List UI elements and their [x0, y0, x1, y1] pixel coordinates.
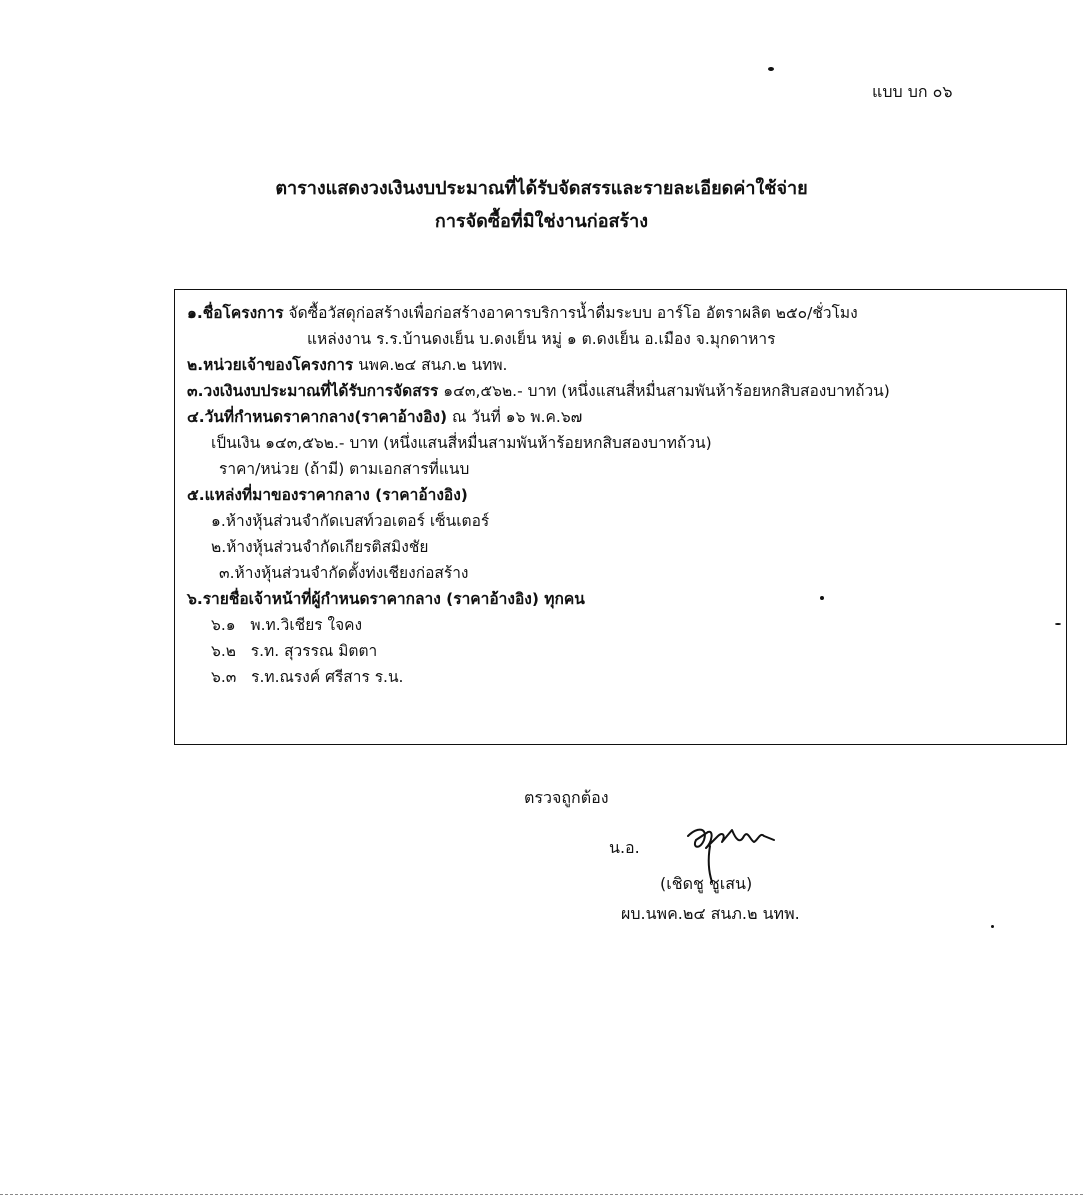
source-item: ๑.ห้างหุ้นส่วนจำกัดเบสท์วอเตอร์ เซ็นเตอร์: [211, 512, 490, 530]
source-item: ๓.ห้างหุ้นส่วนจำกัดตั้งท่งเชียงก่อสร้าง: [219, 564, 469, 582]
title-line-2: การจัดซื้อที่มิใช่งานก่อสร้าง: [434, 211, 649, 232]
project-details-box: [174, 289, 1067, 745]
officer-row: [211, 664, 403, 689]
officer-number: ๖.๓: [211, 668, 237, 686]
item-4-text: ณ วันที่ ๑๖ พ.ค.๖๗: [452, 408, 583, 426]
item-3: [187, 378, 890, 403]
item-1: [187, 300, 858, 325]
signer-name: (เชิดชู ชูเสน): [660, 874, 753, 893]
page-title: [0, 172, 1083, 238]
item-6-label: ๖.รายชื่อเจ้าหน้าที่ผู้กำหนดราคากลาง (ราคาอ้างอิง) ทุกคน: [187, 590, 585, 608]
officer-row: [211, 612, 362, 637]
officer-name: ร.ท.ณรงค์ ศรีสาร ร.น.: [251, 668, 404, 686]
verification-label: ตรวจถูกต้อง: [524, 788, 609, 807]
signer-rank: น.อ.: [609, 838, 640, 857]
officer-name: ร.ท. สุวรรณ มิตตา: [250, 642, 378, 660]
item-3-text: ๑๔๓,๕๖๒.- บาท (หนึ่งแสนสี่หมื่นสามพันห้าร้อยหกสิบสองบาทถ้วน): [443, 382, 890, 400]
scan-speck: [768, 67, 774, 71]
item-4: [187, 404, 582, 429]
officer-name: พ.ท.วิเชียร ใจคง: [250, 616, 363, 634]
item-1-location: แหล่งงาน ร.ร.บ้านดงเย็น บ.ดงเย็น หมู่ ๑ ต.ดงเย็น อ.เมือง จ.มุกดาหาร: [307, 330, 776, 348]
item-4-label: ๔.วันที่กำหนดราคากลาง(ราคาอ้างอิง): [187, 408, 448, 426]
item-3-label: ๓.วงเงินงบประมาณที่ได้รับการจัดสรร: [187, 382, 439, 400]
scan-speck: [1055, 623, 1061, 625]
item-1-text: จัดซื้อวัสดุก่อสร้างเพื่อก่อสร้างอาคารบริการน้ำดื่มระบบ อาร์โอ อัตราผลิต ๒๕๐/ชั่วโมง: [288, 304, 858, 322]
item-5-label: ๕.แหล่งที่มาของราคากลาง (ราคาอ้างอิง): [187, 486, 468, 504]
title-line-1: ตารางแสดงวงเงินงบประมาณที่ได้รับจัดสรรและรายละเอียดค่าใช้จ่าย: [275, 178, 808, 199]
item-4-unit-price: ราคา/หน่วย (ถ้ามี) ตามเอกสารที่แนบ: [219, 460, 470, 478]
scan-edge-line: [0, 1194, 1083, 1195]
item-2-label: ๒.หน่วยเจ้าของโครงการ: [187, 356, 354, 374]
officer-row: [211, 638, 377, 663]
source-item: ๒.ห้างหุ้นส่วนจำกัดเกียรติสมิงชัย: [211, 538, 429, 556]
item-2: [187, 352, 508, 377]
scan-speck: [820, 596, 824, 600]
officer-number: ๖.๑: [211, 616, 236, 634]
item-1-label: ๑.ชื่อโครงการ: [187, 304, 284, 322]
scan-speck: [991, 925, 994, 928]
officer-number: ๖.๒: [211, 642, 236, 660]
item-4-amount: เป็นเงิน ๑๔๓,๕๖๒.- บาท (หนึ่งแสนสี่หมื่นสามพันห้าร้อยหกสิบสองบาทถ้วน): [211, 434, 712, 452]
form-code: แบบ บก ๐๖: [872, 82, 953, 101]
item-2-text: นพค.๒๔ สนภ.๒ นทพ.: [358, 356, 508, 374]
signer-position: ผบ.นพค.๒๔ สนภ.๒ นทพ.: [621, 904, 800, 923]
